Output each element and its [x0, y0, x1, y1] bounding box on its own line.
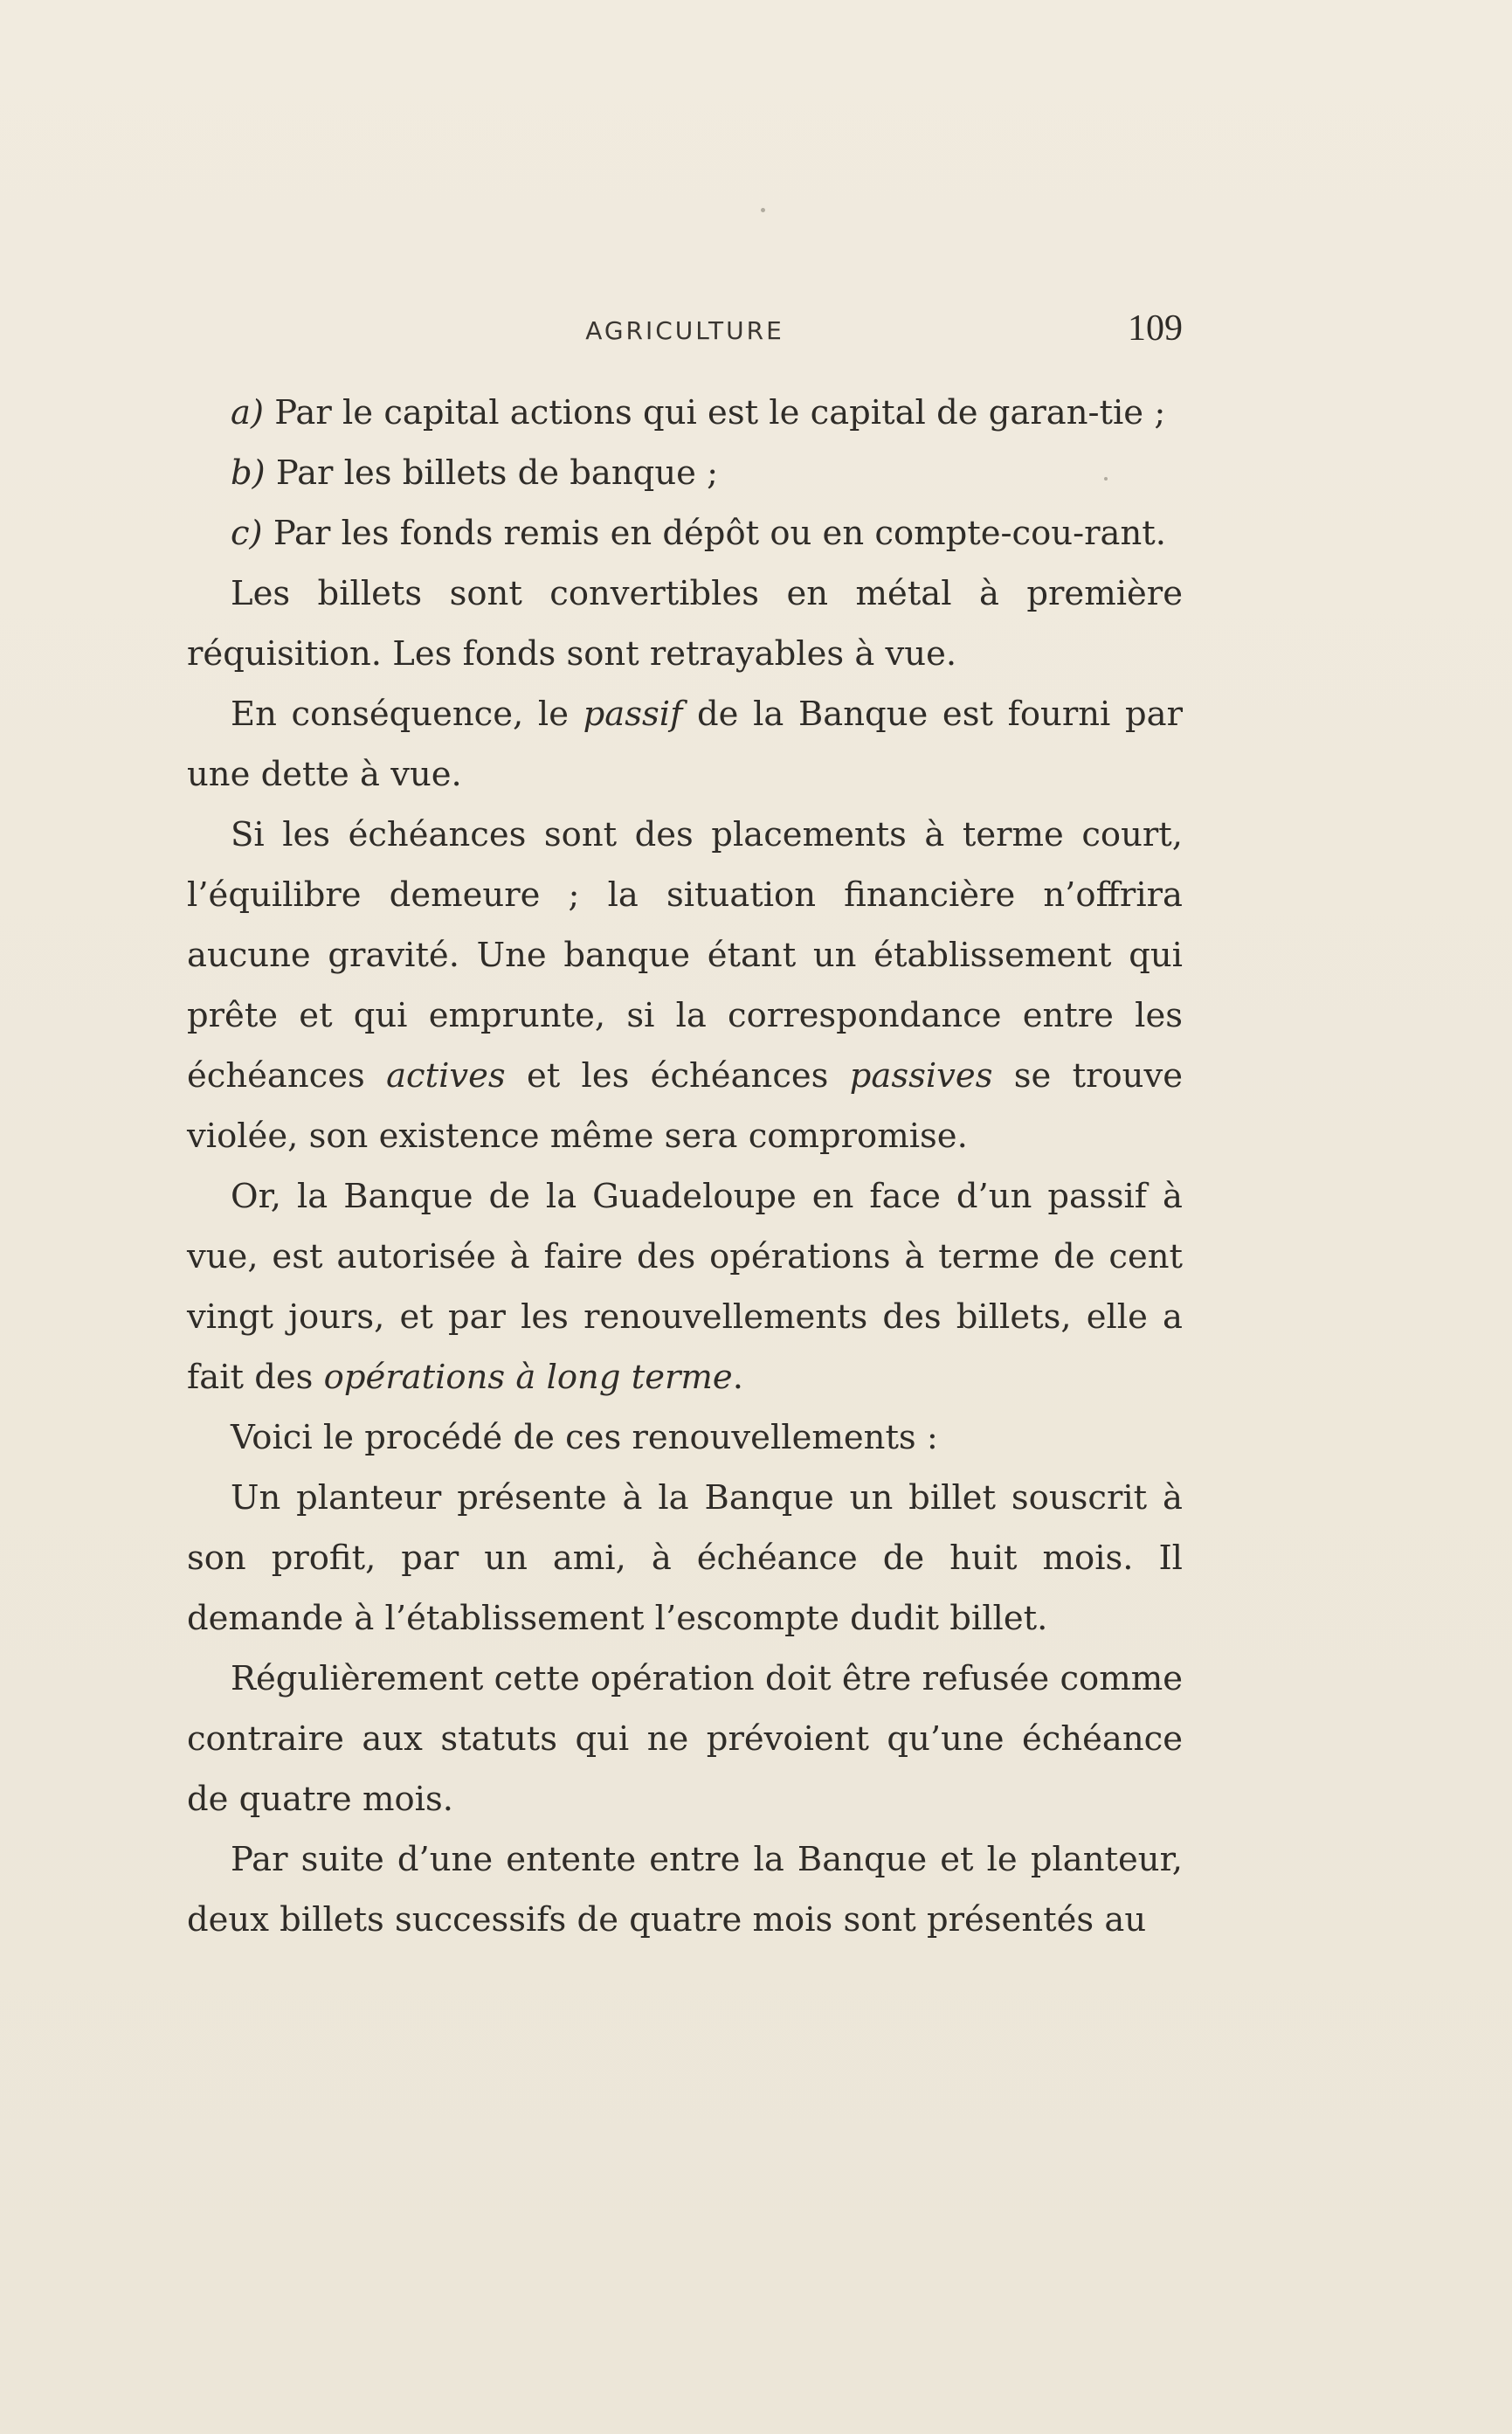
paragraph-text: Si les échéances sont des placements à terme court, l’équilibre demeure ; la situation financière n’offrira aucune gravité. Une banque étant un établissement qui prête et qui emprunte, si la correspondance entre les échéances	[187, 815, 1183, 1096]
paragraph-text: Les billets sont convertibles en métal à première réquisition. Les fonds sont retrayables à vue.	[187, 574, 1183, 674]
paragraph-b	[187, 443, 1183, 503]
paragraph-regulierement	[187, 1649, 1183, 1829]
paragraph-text: Par le capital actions qui est le capital de garan-tie ;	[263, 393, 1166, 432]
paragraph-text: de la Banque est fourni par une dette à vue.	[187, 695, 1183, 794]
page-speck	[761, 208, 765, 212]
body-text	[187, 383, 1183, 1950]
paragraph-text: Régulièrement cette opération doit être refusée comme contraire aux statuts qui ne prévoient qu’une échéance de quatre mois.	[187, 1659, 1183, 1819]
list-label: c)	[231, 514, 263, 553]
paragraph-passif	[187, 684, 1183, 805]
paragraph-text: .	[732, 1358, 743, 1397]
paragraph-procede	[187, 1407, 1183, 1468]
emphasis-text: passif	[583, 695, 683, 734]
running-head	[187, 308, 1183, 356]
list-label: b)	[231, 453, 266, 493]
paragraph-text: Voici le procédé de ces renouvellements :	[231, 1418, 938, 1457]
paragraph-a	[187, 383, 1183, 443]
paragraph-text: Or, la Banque de la Guadeloupe en face d’un passif à vue, est autorisée à faire des opérations à terme de cent vingt jours, et par les renouvellements des billets, elle a fait des	[187, 1177, 1183, 1397]
paragraph-text: Un planteur présente à la Banque un billet souscrit à son profit, par un ami, à échéance de huit mois. Il demande à l’établissement l’escompte dudit billet.	[187, 1478, 1183, 1638]
running-title: AGRICULTURE	[585, 316, 784, 345]
paragraph-planteur	[187, 1468, 1183, 1649]
paragraph-entente	[187, 1829, 1183, 1950]
paragraph-guadeloupe	[187, 1166, 1183, 1407]
emphasis-text: actives	[386, 1056, 506, 1096]
paragraph-convertibles	[187, 564, 1183, 684]
list-label: a)	[231, 393, 264, 432]
paragraph-text: Par les billets de banque ;	[265, 453, 719, 493]
paragraph-text: se trouve violée, son existence même sera compromise.	[187, 1056, 1183, 1156]
emphasis-text: passives	[849, 1056, 993, 1096]
paragraph-text: et les échéances	[505, 1056, 850, 1096]
paragraph-text: Par les fonds remis en dépôt ou en compte-cou-rant.	[262, 514, 1166, 553]
page-number: 109	[1128, 308, 1183, 349]
paragraph-echeances	[187, 805, 1183, 1166]
paragraph-text: En conséquence, le	[231, 695, 583, 734]
paragraph-c	[187, 503, 1183, 564]
emphasis-text: opérations à long terme	[323, 1358, 733, 1397]
paragraph-text: Par suite d’une entente entre la Banque et le planteur, deux billets successifs de quatre mois sont présentés au	[187, 1840, 1183, 1940]
